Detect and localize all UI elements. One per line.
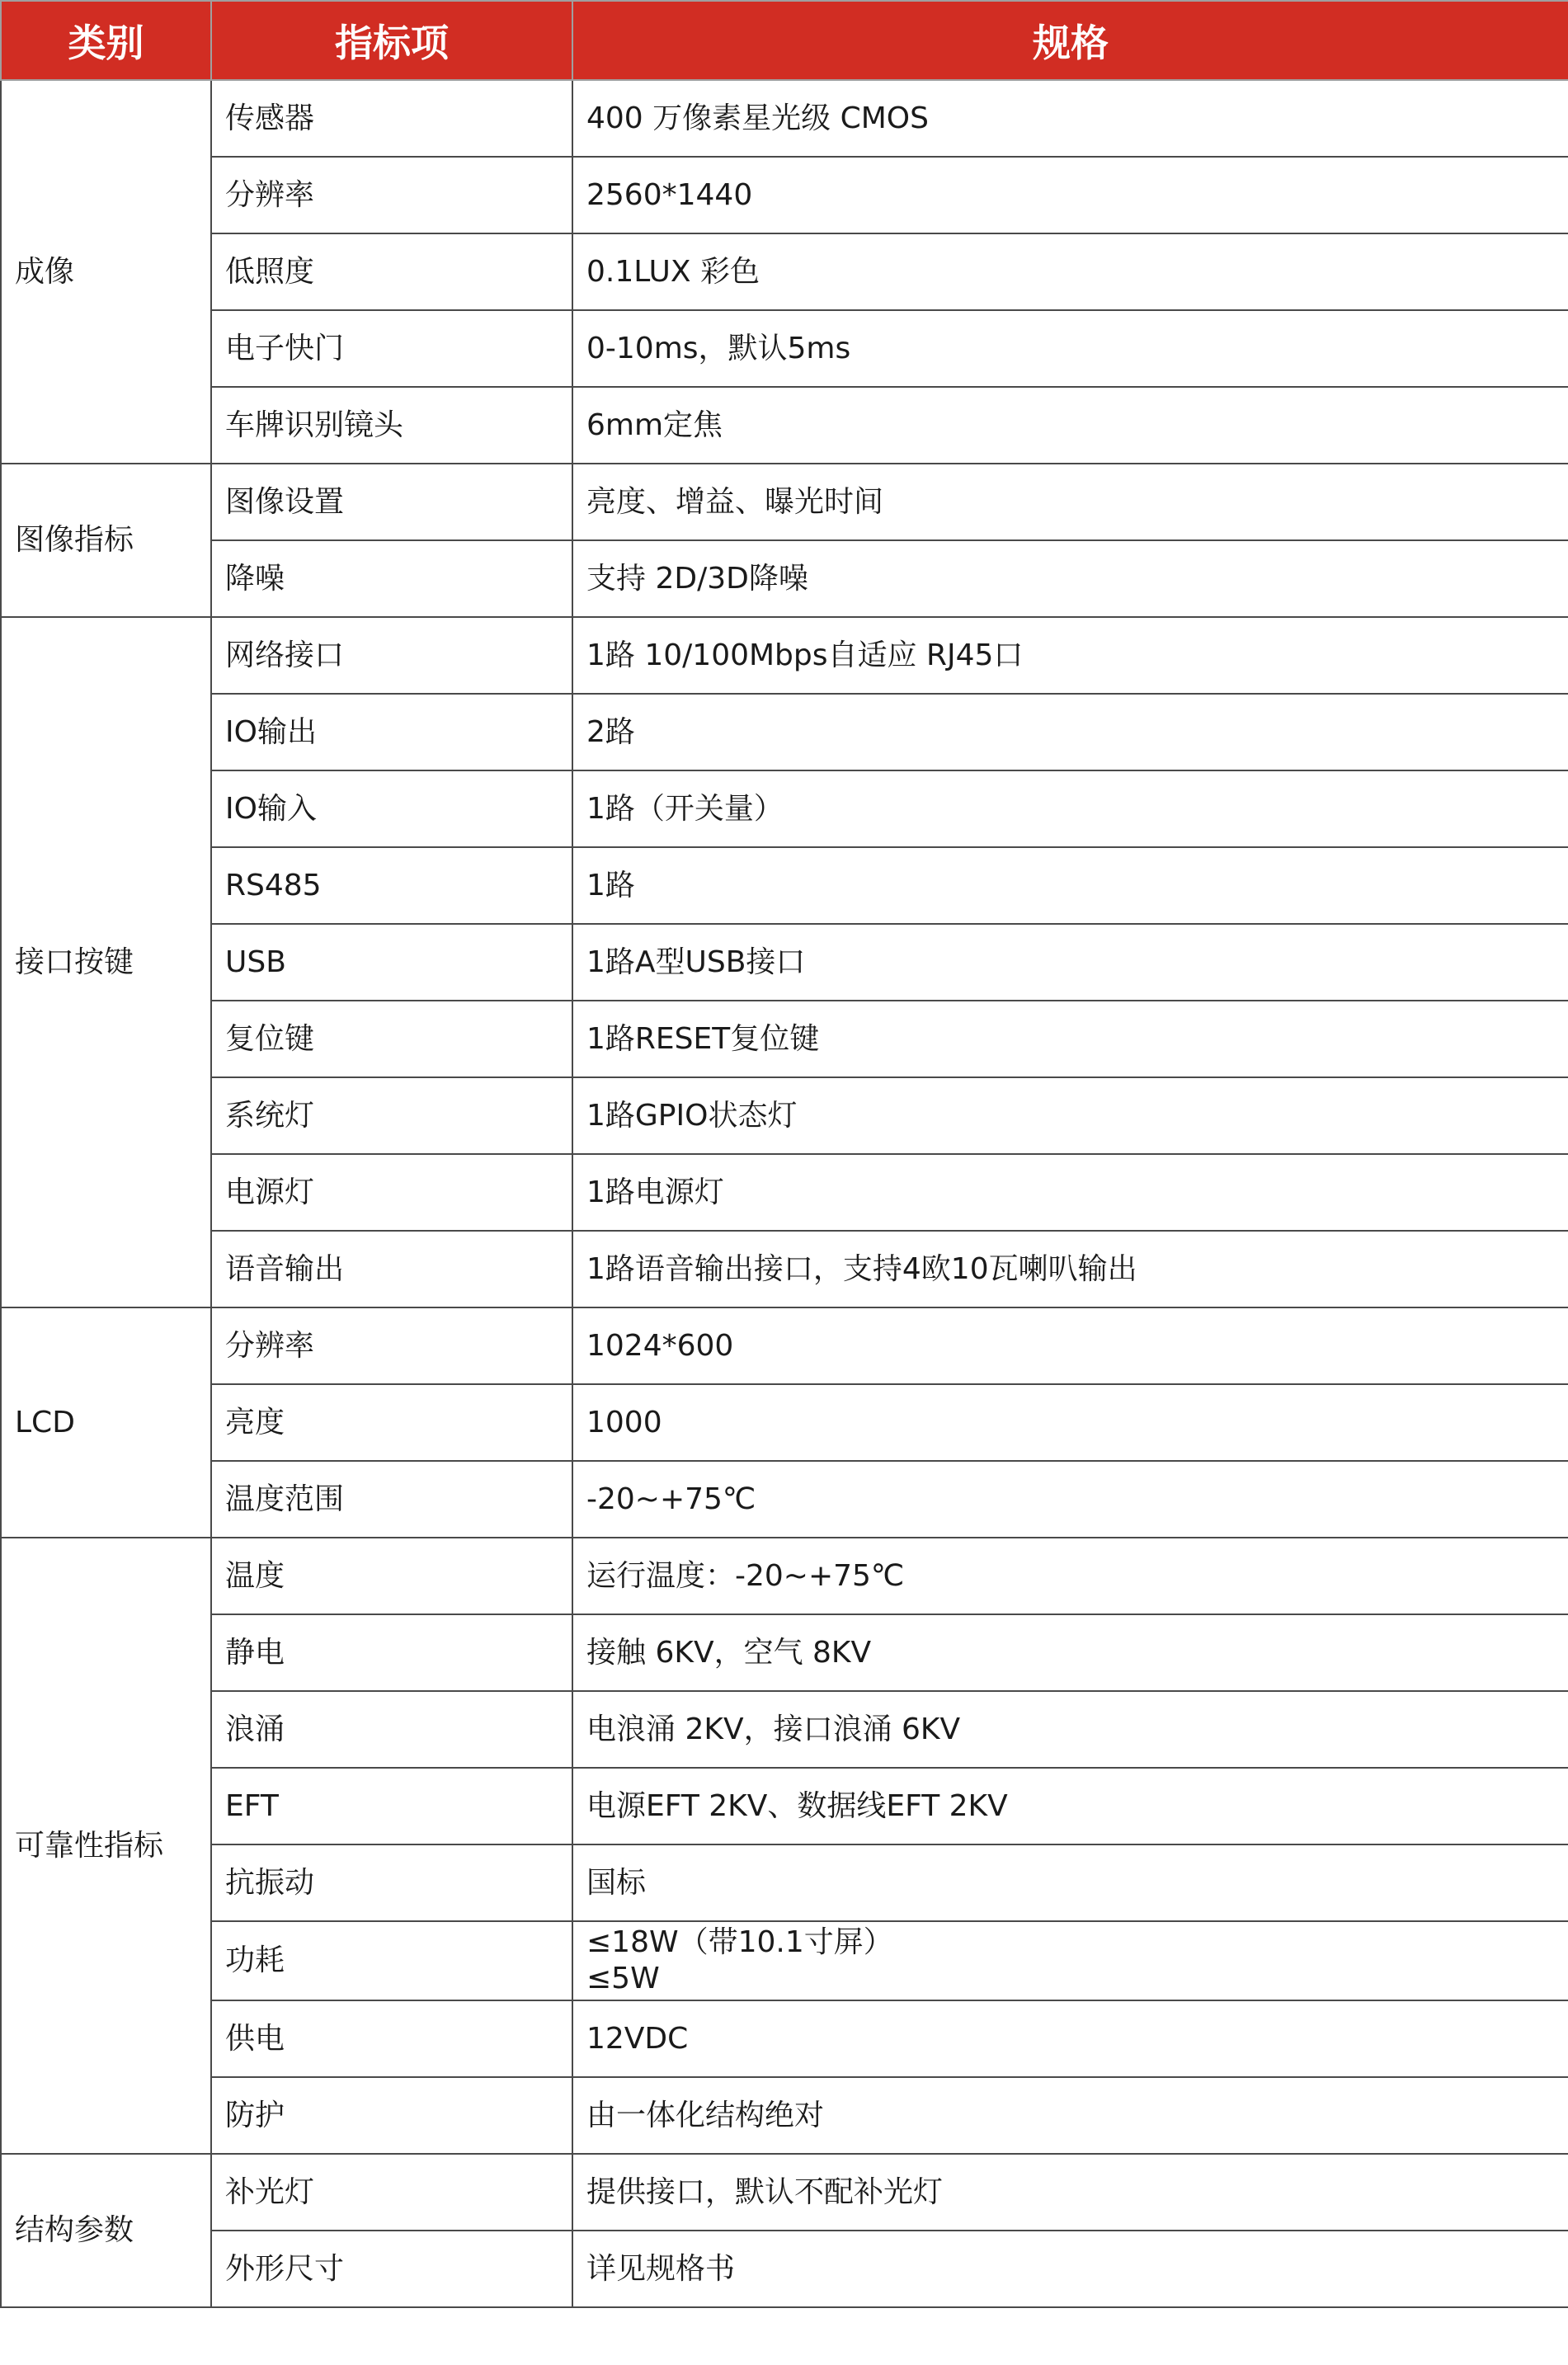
item-cell: IO输出 (211, 694, 572, 770)
table-row (1, 1461, 1568, 1538)
item-cell: 温度 (211, 1538, 572, 1614)
table-row (1, 464, 1568, 540)
spec-value-cell (572, 387, 1568, 464)
table-row (1, 1691, 1568, 1768)
table-row (1, 1231, 1568, 1307)
item-cell: 浪涌 (211, 1691, 572, 1768)
item-cell: 分辨率 (211, 1307, 572, 1384)
table-row (1, 80, 1568, 157)
item-cell: 低照度 (211, 233, 572, 310)
item-cell: 功耗 (211, 1921, 572, 2000)
item-cell: RS485 (211, 847, 572, 924)
spec-value-cell (572, 310, 1568, 387)
spec-value-line: 1000 (586, 1405, 662, 1439)
item-cell: 补光灯 (211, 2154, 572, 2231)
category-cell: LCD (1, 1307, 211, 1538)
header-spec: 规格 (572, 1, 1568, 80)
table-row (1, 2000, 1568, 2077)
item-cell: 电源灯 (211, 1154, 572, 1231)
table-row (1, 694, 1568, 770)
item-cell: 车牌识别镜头 (211, 387, 572, 464)
spec-value-cell (572, 2231, 1568, 2307)
spec-value-cell (572, 1921, 1568, 2000)
spec-value-line: 亮度、增益、曝光时间 (586, 484, 884, 519)
item-cell: 亮度 (211, 1384, 572, 1461)
spec-value-line: 1路电源灯 (586, 1175, 724, 1209)
spec-value-line: 1路A型USB接口 (586, 945, 806, 979)
table-row (1, 1614, 1568, 1691)
spec-value-line: ≤18W（带10.1寸屏） (586, 1925, 893, 1959)
table-row (1, 1921, 1568, 2000)
spec-value-line: 0-10ms，默认5ms (586, 331, 851, 365)
spec-value-line: 400 万像素星光级 CMOS (586, 101, 929, 135)
spec-value-cell (572, 1077, 1568, 1154)
spec-value-cell (572, 80, 1568, 157)
table-row (1, 2077, 1568, 2154)
item-cell: 传感器 (211, 80, 572, 157)
item-cell: 防护 (211, 2077, 572, 2154)
table-row (1, 847, 1568, 924)
spec-value-line: 接触 6KV，空气 8KV (586, 1635, 872, 1670)
item-cell: 网络接口 (211, 617, 572, 694)
spec-value-line: 提供接口，默认不配补光灯 (586, 2174, 944, 2209)
spec-value-line: 电源EFT 2KV、数据线EFT 2KV (586, 1788, 1008, 1823)
spec-value-line: 1024*600 (586, 1328, 734, 1363)
header-item: 指标项 (211, 1, 572, 80)
category-cell: 图像指标 (1, 464, 211, 617)
category-cell: 结构参数 (1, 2154, 211, 2307)
spec-value-line: 0.1LUX 彩色 (586, 254, 760, 289)
item-cell: IO输入 (211, 770, 572, 847)
spec-value-line: 由一体化结构绝对 (586, 2098, 825, 2132)
table-row (1, 924, 1568, 1001)
table-row (1, 1538, 1568, 1614)
table-row (1, 2231, 1568, 2307)
item-cell: 复位键 (211, 1001, 572, 1077)
spec-value-cell (572, 1154, 1568, 1231)
spec-value-cell (572, 617, 1568, 694)
spec-value-line: 2路 (586, 714, 635, 749)
spec-value-line: 电浪涌 2KV，接口浪涌 6KV (586, 1712, 961, 1746)
spec-value-cell (572, 540, 1568, 617)
item-cell: 降噪 (211, 540, 572, 617)
category-cell: 接口按键 (1, 617, 211, 1307)
spec-value-cell (572, 1614, 1568, 1691)
table-row (1, 1154, 1568, 1231)
spec-value-cell (572, 1691, 1568, 1768)
spec-value-line: ≤5W (586, 1962, 660, 1995)
spec-value-cell (572, 1461, 1568, 1538)
item-cell: 系统灯 (211, 1077, 572, 1154)
item-cell: 语音输出 (211, 1231, 572, 1307)
spec-value-line: 1路（开关量） (586, 791, 784, 826)
spec-value-line: 支持 2D/3D降噪 (586, 561, 808, 596)
spec-value-line: 运行温度：-20~+75℃ (586, 1558, 905, 1593)
spec-value-cell (572, 2077, 1568, 2154)
item-cell: USB (211, 924, 572, 1001)
table-row (1, 540, 1568, 617)
item-cell: EFT (211, 1768, 572, 1844)
spec-value-cell (572, 694, 1568, 770)
spec-value-cell (572, 847, 1568, 924)
spec-value-line: 国标 (586, 1865, 647, 1900)
table-body (1, 80, 1568, 2307)
spec-value-line: 12VDC (586, 2021, 689, 2056)
item-cell: 温度范围 (211, 1461, 572, 1538)
table-row (1, 1307, 1568, 1384)
spec-value-cell (572, 1307, 1568, 1384)
table-row (1, 1001, 1568, 1077)
spec-value-line: 1路语音输出接口，支持4欧10瓦喇叭输出 (586, 1251, 1137, 1286)
item-cell: 电子快门 (211, 310, 572, 387)
table-row (1, 1844, 1568, 1921)
table-row (1, 387, 1568, 464)
spec-value-cell (572, 1231, 1568, 1307)
table-row (1, 157, 1568, 233)
spec-value-cell (572, 924, 1568, 1001)
table-row (1, 310, 1568, 387)
header-category: 类别 (1, 1, 211, 80)
item-cell: 图像设置 (211, 464, 572, 540)
item-cell: 外形尺寸 (211, 2231, 572, 2307)
spec-value-line: 1路 10/100Mbps自适应 RJ45口 (586, 638, 1024, 672)
spec-value-cell (572, 1384, 1568, 1461)
spec-value-line: -20~+75℃ (586, 1482, 756, 1516)
spec-value-cell (572, 770, 1568, 847)
spec-value-line: 6mm定焦 (586, 408, 723, 442)
category-cell: 可靠性指标 (1, 1538, 211, 2154)
table-row (1, 1768, 1568, 1844)
spec-value-cell (572, 157, 1568, 233)
spec-value-cell (572, 1538, 1568, 1614)
item-cell: 供电 (211, 2000, 572, 2077)
spec-value-cell (572, 2000, 1568, 2077)
item-cell: 静电 (211, 1614, 572, 1691)
spec-value-cell (572, 1844, 1568, 1921)
item-cell: 抗振动 (211, 1844, 572, 1921)
table-row (1, 1384, 1568, 1461)
spec-value-line: 1路RESET复位键 (586, 1021, 820, 1056)
table-row (1, 617, 1568, 694)
spec-value-cell (572, 1001, 1568, 1077)
category-cell: 成像 (1, 80, 211, 464)
table-row (1, 233, 1568, 310)
spec-value-line: 1路 (586, 868, 635, 902)
table-row (1, 2154, 1568, 2231)
spec-value-line: 详见规格书 (586, 2251, 736, 2286)
spec-value-cell (572, 233, 1568, 310)
spec-value-line: 2560*1440 (586, 177, 753, 212)
spec-value-cell (572, 464, 1568, 540)
table-row (1, 770, 1568, 847)
spec-value-cell (572, 1768, 1568, 1844)
spec-value-cell (572, 2154, 1568, 2231)
spec-value-line: 1路GPIO状态灯 (586, 1098, 798, 1133)
table-row (1, 1077, 1568, 1154)
item-cell: 分辨率 (211, 157, 572, 233)
table-header (1, 1, 1568, 80)
